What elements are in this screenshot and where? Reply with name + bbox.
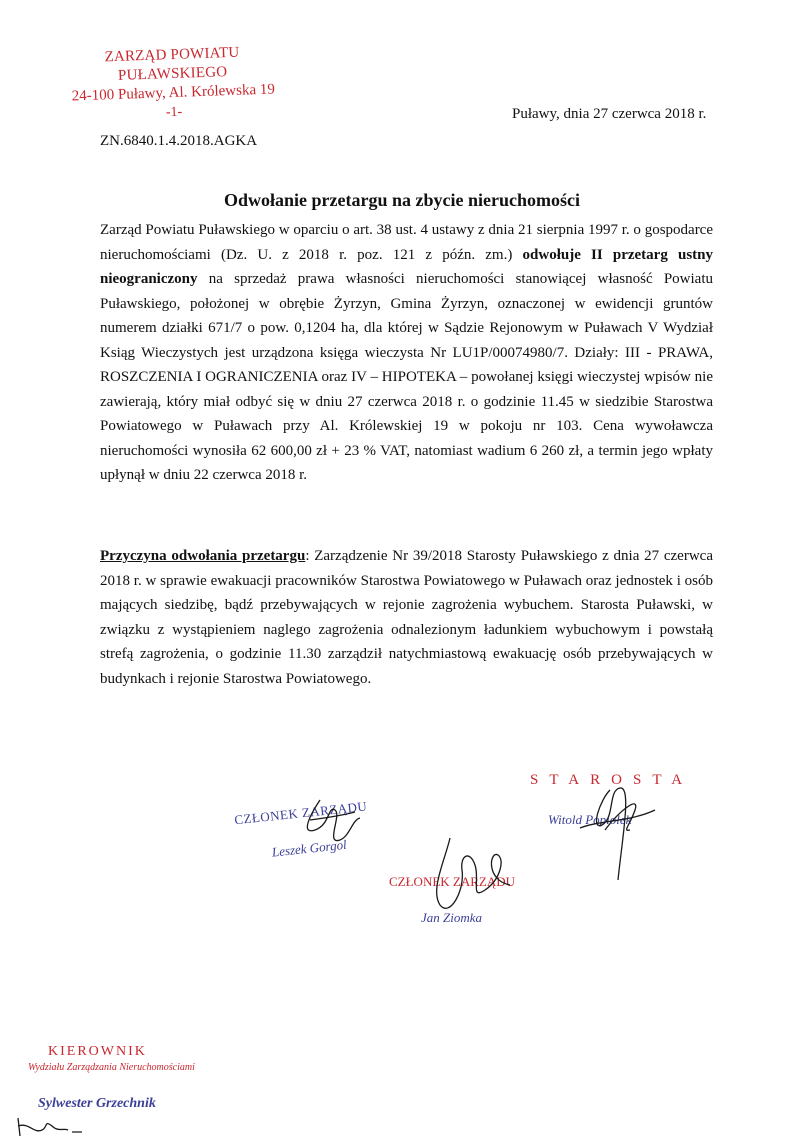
stamp-role: STAROSTA <box>530 772 694 788</box>
stamp-name: Sylwester Grzechnik <box>38 1096 156 1111</box>
reason-paragraph <box>100 544 713 691</box>
starosta-signature <box>560 770 670 900</box>
board-member-signature-2 <box>420 830 530 920</box>
stamp-office-name: ZARZĄD POWIATU PUŁAWSKIEGO <box>104 44 240 84</box>
stamp-name: Witold Popiołek <box>548 812 632 827</box>
department-head-signature <box>14 1112 84 1140</box>
stamp-name: Leszek Gorgol <box>271 836 348 860</box>
document-title: Odwołanie przetargu na zbycie nieruchomości <box>224 190 580 210</box>
reason-text: : Zarządzenie Nr 39/2018 Starosty Puławskiego z dnia 27 czerwca 2018 r. w sprawie ewakuacji pracowników Starostwa Powiatowego w Puławach oraz jednostek i osób mających siedzibę, bądź przebywających w rejonie zagrożenia wybuchem. Starosta Puławski, w związku z wystąpieniem naglego zagrożenia odnalezionym ładunkiem wybuchowym i powstałą strefą zagrożenia, o godzinie 11.30 zarządził natychmiastową ewakuację osób przebywających w budynkach i rejonie Starostwa Powiatowego. <box>100 548 713 687</box>
stamp-department: Wydziału Zarządzania Nieruchomościami <box>28 1062 195 1073</box>
paragraph-bold-text: odwołuje II przetarg ustny nieograniczony <box>100 246 713 287</box>
place-date: Puławy, dnia 27 czerwca 2018 r. <box>512 106 707 122</box>
reason-label: Przyczyna odwołania przetargu <box>100 548 306 564</box>
header-stamp <box>57 42 290 126</box>
stamp-role: CZŁONEK ZARZĄDU <box>233 798 368 828</box>
board-member-signature-1 <box>290 790 370 860</box>
reference-number: ZN.6840.1.4.2018.AGKA <box>100 133 258 149</box>
paragraph-text: na sprzedaż prawa własności nieruchomości stanowiącej własność Powiatu Puławskiego, położonej w obrębie Żyrzyn, Gmina Żyrzyn, oznaczonej w ewidencji gruntów numerem działki 671/7 o pow. 0,1204 ha, dla której w Sądzie Rejonowym w Puławach V Wydział Ksiąg Wieczystych jest urządzona księga wieczysta Nr LU1P/00074980/7. Działy: III - PRAWA, ROSZCZENIA I OGRANICZENIA oraz IV – HIPOTEKA – powołanej księgi wieczystej wpisów nie zawierają, który miał odbyć się w dniu 27 czerwca 2018 r. o godzinie 11.45 w siedzibie Starostwa Powiatowego w Puławach przy Al. Królewskiej 19 w pokoju nr 103. Cena wywoławcza nieruchomości wynosiła 62 600,00 zł + 23 % VAT, natomiast wadium 6 260 zł, a termin jego wpłaty upłynął w dniu 22 czerwca 2018 r. <box>100 271 713 483</box>
stamp-role: CZŁONEK ZARZĄDU <box>389 874 516 889</box>
stamp-office-address: 24-100 Puławy, Al. Królewska 19 <box>71 81 276 105</box>
stamp-name: Jan Ziomka <box>421 910 483 925</box>
paragraph-text: Zarząd Powiatu Puławskiego w oparciu o art. 38 ust. 4 ustawy z dnia 21 sierpnia 1997 r. o gospodarce nieruchomościami (Dz. U. z 2018 r. poz. 121 z późn. zm.) <box>100 222 713 263</box>
announcement-paragraph <box>100 218 713 488</box>
stamp-role: KIEROWNIK <box>48 1044 147 1059</box>
stamp-office-number: -1- <box>165 104 183 121</box>
